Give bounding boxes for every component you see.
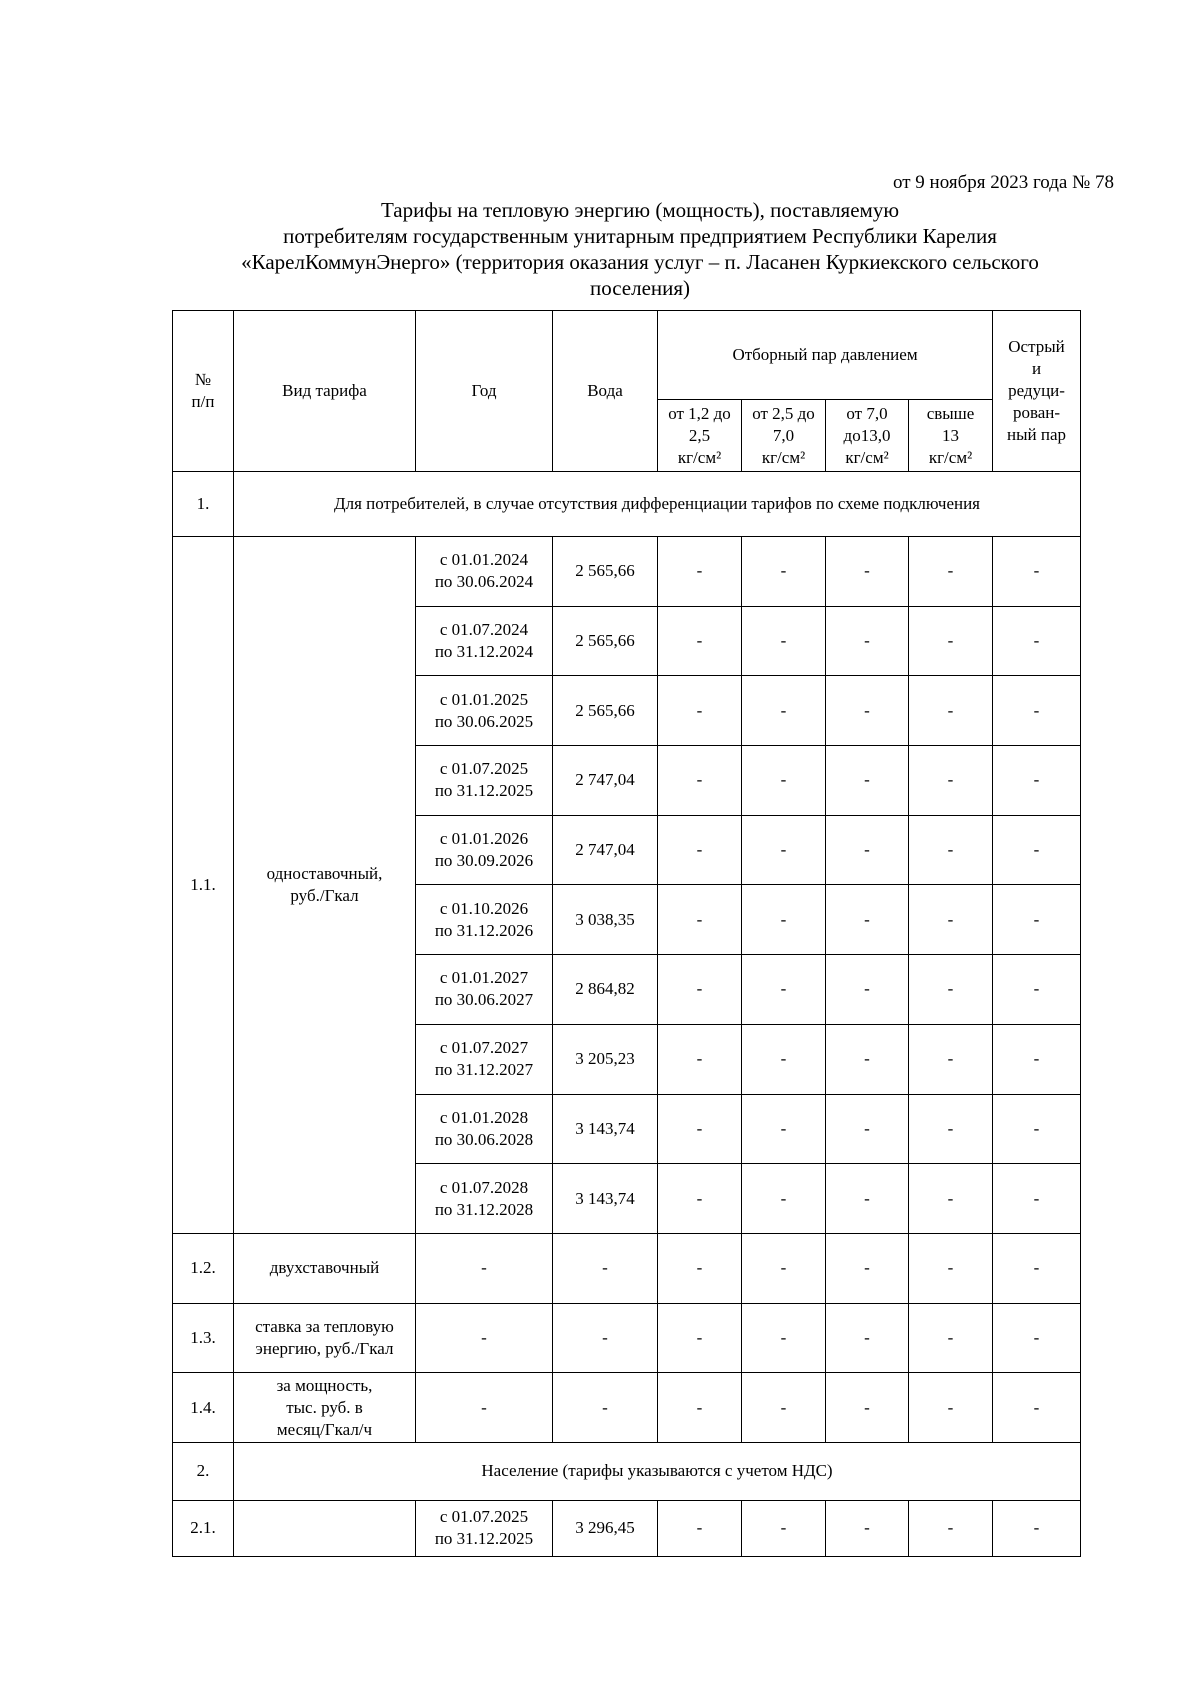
row-num: 1.1. [173, 537, 234, 1234]
header-steam-3: от 7,0 до13,0 кг/см² [826, 400, 909, 472]
row-steam-value: - [993, 746, 1081, 816]
tariff-table [172, 310, 1081, 1557]
header-tariff-type: Вид тарифа [234, 311, 416, 472]
row-steam-value: - [826, 606, 909, 676]
row-steam-value: - [742, 1233, 826, 1303]
row-period: с 01.10.2026 по 31.12.2026 [416, 885, 553, 955]
title-line: Тарифы на тепловую энергию (мощность), поставляемую [380, 198, 900, 222]
row-period: с 01.01.2025 по 30.06.2025 [416, 676, 553, 746]
row-period: с 01.01.2026 по 30.09.2026 [416, 815, 553, 885]
row-steam-value: - [909, 676, 993, 746]
row-steam-value: - [658, 676, 742, 746]
row-period: с 01.01.2024 по 30.06.2024 [416, 537, 553, 607]
row-steam-value: - [993, 1164, 1081, 1234]
row-steam-value: - [658, 1164, 742, 1234]
row-steam-value: - [826, 1233, 909, 1303]
row-steam-value: - [993, 1500, 1081, 1556]
row-num: 1.4. [173, 1373, 234, 1443]
header-year: Год [416, 311, 553, 472]
row-water-value: 2 747,04 [553, 746, 658, 816]
row-period: с 01.07.2025 по 31.12.2025 [416, 1500, 553, 1556]
row-steam-value: - [909, 1373, 993, 1443]
row-steam-value: - [909, 537, 993, 607]
row-steam-value: - [658, 1500, 742, 1556]
title-line: потребителям государственным унитарным предприятием Республики Карелия [283, 224, 997, 248]
row-steam-value: - [993, 955, 1081, 1025]
row-tariff-type: двухставочный [234, 1233, 416, 1303]
row-steam-value: - [993, 1233, 1081, 1303]
header-steam-1: от 1,2 до 2,5 кг/см² [658, 400, 742, 472]
table-row [173, 1303, 1081, 1373]
title-line: поселения) [589, 276, 691, 300]
row-steam-value: - [742, 1094, 826, 1164]
row-steam-value: - [742, 1024, 826, 1094]
table-row [173, 1373, 1081, 1443]
row-water-value: 3 143,74 [553, 1094, 658, 1164]
row-period: с 01.07.2024 по 31.12.2024 [416, 606, 553, 676]
row-steam-value: - [826, 1500, 909, 1556]
row-period: с 01.07.2028 по 31.12.2028 [416, 1164, 553, 1234]
row-steam-value: - [742, 1373, 826, 1443]
row-steam-value: - [826, 885, 909, 955]
row-steam-value: - [742, 1303, 826, 1373]
document-date: от 9 ноября 2023 года № 78 [892, 172, 1114, 193]
row-steam-value: - [909, 746, 993, 816]
row-steam-value: - [909, 606, 993, 676]
header-steam-group: Отборный пар давлением [658, 311, 993, 400]
row-steam-value: - [993, 537, 1081, 607]
row-steam-value: - [826, 815, 909, 885]
header-water: Вода [553, 311, 658, 472]
row-steam-value: - [658, 955, 742, 1025]
table-row [173, 537, 1081, 607]
section-num: 2. [173, 1442, 234, 1500]
row-steam-value: - [826, 1303, 909, 1373]
row-num: 1.2. [173, 1233, 234, 1303]
row-water-value: - [553, 1303, 658, 1373]
row-num: 1.3. [173, 1303, 234, 1373]
row-steam-value: - [826, 676, 909, 746]
row-water-value: - [553, 1373, 658, 1443]
row-steam-value: - [658, 1024, 742, 1094]
row-steam-value: - [993, 606, 1081, 676]
document-title [160, 197, 1120, 301]
row-steam-value: - [742, 676, 826, 746]
row-steam-value: - [742, 815, 826, 885]
row-water-value: 3 038,35 [553, 885, 658, 955]
row-tariff-type: за мощность, тыс. руб. в месяц/Гкал/ч [234, 1373, 416, 1443]
row-steam-value: - [658, 1233, 742, 1303]
section-label: Население (тарифы указываются с учетом НДС) [234, 1442, 1081, 1500]
title-line: «КарелКоммунЭнерго» (территория оказания услуг – п. Ласанен Куркиекского сельского [241, 250, 1039, 274]
row-steam-value: - [909, 885, 993, 955]
row-steam-value: - [742, 1164, 826, 1234]
row-steam-value: - [993, 885, 1081, 955]
row-tariff-type: ставка за тепловую энергию, руб./Гкал [234, 1303, 416, 1373]
row-period: - [416, 1303, 553, 1373]
row-steam-value: - [826, 537, 909, 607]
row-steam-value: - [909, 1094, 993, 1164]
header-row [173, 311, 1081, 400]
header-steam-4: свыше 13 кг/см² [909, 400, 993, 472]
table-row [173, 1500, 1081, 1556]
row-steam-value: - [826, 1164, 909, 1234]
row-steam-value: - [993, 815, 1081, 885]
row-steam-value: - [909, 1500, 993, 1556]
row-steam-value: - [658, 1373, 742, 1443]
section-row [173, 1442, 1081, 1500]
section-label: Для потребителей, в случае отсутствия дифференциации тарифов по схеме подключения [234, 472, 1081, 537]
row-steam-value: - [826, 1024, 909, 1094]
row-steam-value: - [742, 606, 826, 676]
row-steam-value: - [909, 1233, 993, 1303]
section-row [173, 472, 1081, 537]
row-period: с 01.07.2027 по 31.12.2027 [416, 1024, 553, 1094]
header-steam-2: от 2,5 до 7,0 кг/см² [742, 400, 826, 472]
row-tariff-type: одноставочный, руб./Гкал [234, 537, 416, 1234]
row-period: с 01.01.2028 по 30.06.2028 [416, 1094, 553, 1164]
row-steam-value: - [658, 746, 742, 816]
row-water-value: 3 296,45 [553, 1500, 658, 1556]
row-steam-value: - [742, 1500, 826, 1556]
header-num: № п/п [173, 311, 234, 472]
row-water-value: 2 747,04 [553, 815, 658, 885]
row-water-value: 2 565,66 [553, 606, 658, 676]
row-period: - [416, 1373, 553, 1443]
row-period: с 01.07.2025 по 31.12.2025 [416, 746, 553, 816]
row-period: - [416, 1233, 553, 1303]
row-steam-value: - [658, 1094, 742, 1164]
row-water-value: 2 864,82 [553, 955, 658, 1025]
row-steam-value: - [658, 537, 742, 607]
tariff-table-body [173, 311, 1081, 1557]
row-period: с 01.01.2027 по 30.06.2027 [416, 955, 553, 1025]
row-steam-value: - [993, 676, 1081, 746]
row-steam-value: - [658, 606, 742, 676]
row-steam-value: - [826, 1373, 909, 1443]
row-steam-value: - [826, 746, 909, 816]
row-steam-value: - [826, 1094, 909, 1164]
row-water-value: 2 565,66 [553, 676, 658, 746]
table-row [173, 1233, 1081, 1303]
row-steam-value: - [742, 537, 826, 607]
row-steam-value: - [993, 1373, 1081, 1443]
row-steam-value: - [658, 885, 742, 955]
row-steam-value: - [909, 815, 993, 885]
row-steam-value: - [742, 746, 826, 816]
section-num: 1. [173, 472, 234, 537]
row-steam-value: - [993, 1024, 1081, 1094]
row-steam-value: - [658, 815, 742, 885]
row-steam-value: - [658, 1303, 742, 1373]
row-steam-value: - [909, 1024, 993, 1094]
row-steam-value: - [993, 1303, 1081, 1373]
row-steam-value: - [742, 885, 826, 955]
row-tariff-type [234, 1500, 416, 1556]
row-water-value: - [553, 1233, 658, 1303]
row-steam-value: - [909, 1303, 993, 1373]
row-steam-value: - [742, 955, 826, 1025]
row-steam-value: - [826, 955, 909, 1025]
header-sharp-steam: Острый и редуци- рован- ный пар [993, 311, 1081, 472]
row-num: 2.1. [173, 1500, 234, 1556]
row-steam-value: - [993, 1094, 1081, 1164]
row-water-value: 2 565,66 [553, 537, 658, 607]
row-water-value: 3 143,74 [553, 1164, 658, 1234]
row-steam-value: - [909, 955, 993, 1025]
row-steam-value: - [909, 1164, 993, 1234]
row-water-value: 3 205,23 [553, 1024, 658, 1094]
